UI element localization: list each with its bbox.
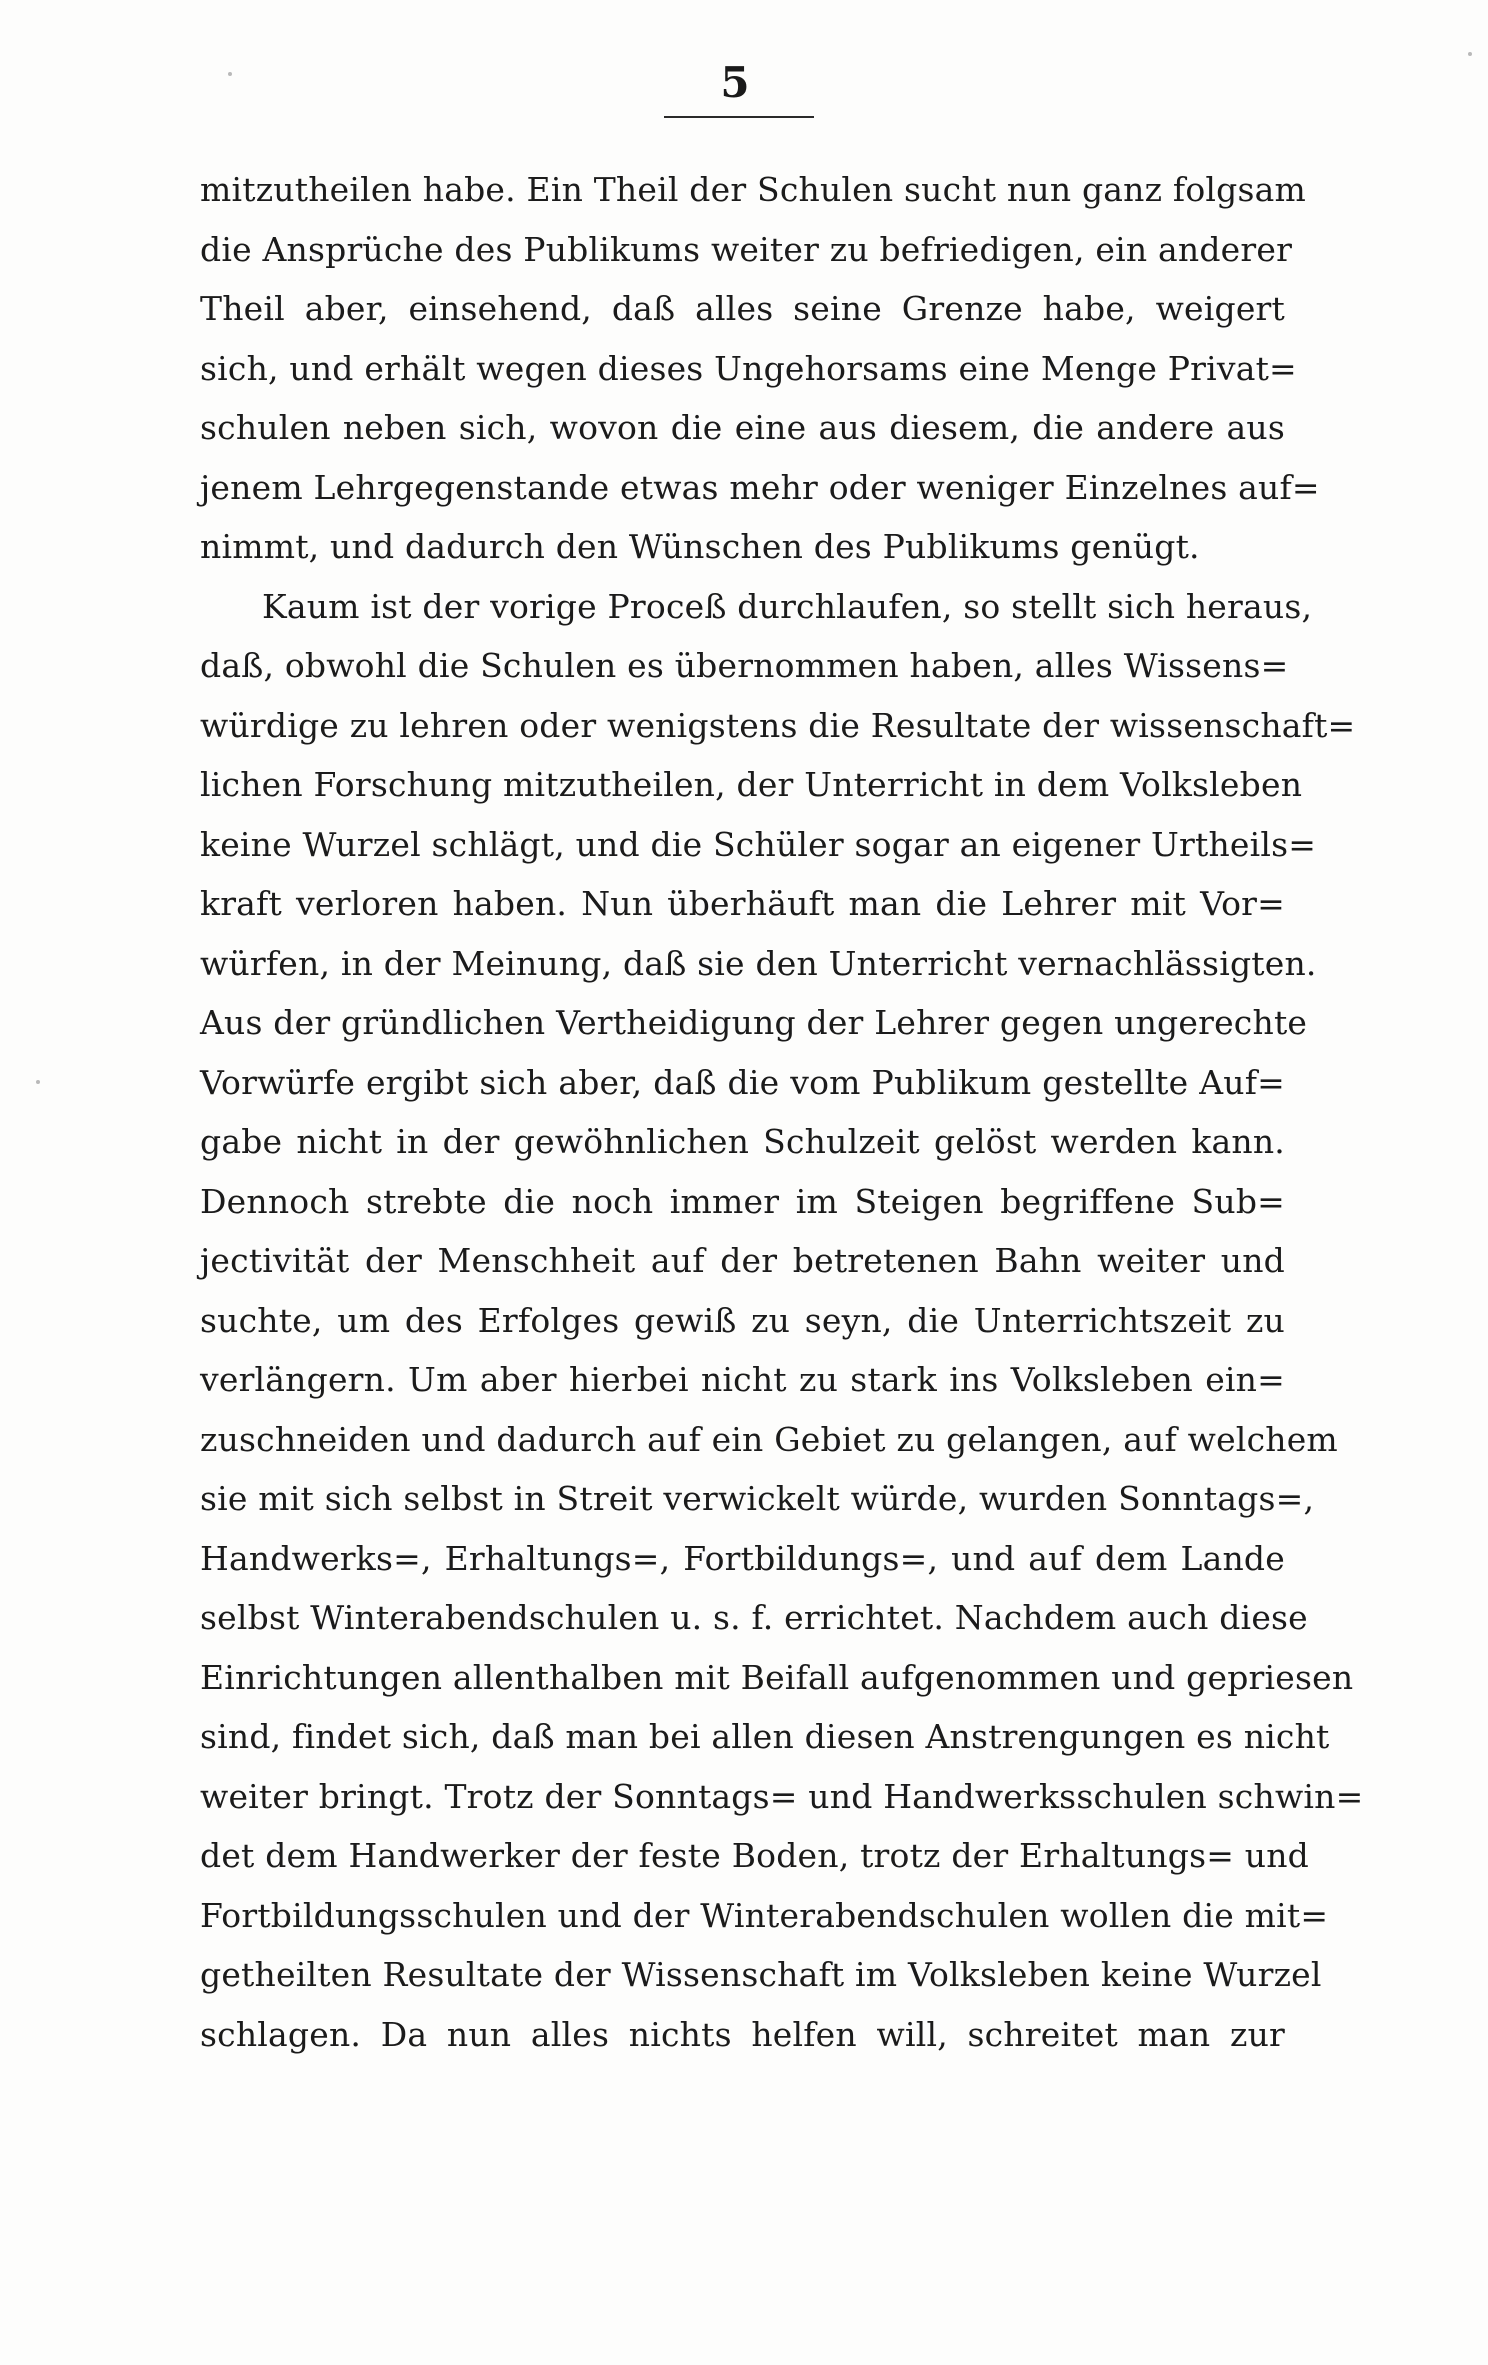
text-line: Aus der gründlichen Vertheidigung der Lehrer gegen ungerechte (200, 1003, 1308, 1042)
text-line: Einrichtungen allenthalben mit Beifall aufgenommen und gepriesen (200, 1657, 1354, 1697)
text-line: gabe nicht in der gewöhnlichen Schulzeit gelöst werden kann. (200, 1122, 1285, 1161)
body-text (200, 160, 1364, 2064)
paper-speck (1468, 52, 1472, 56)
text-line: Handwerks=, Erhaltungs=, Fortbildungs=, und auf dem Lande (200, 1538, 1285, 1578)
text-line: würfen, in der Meinung, daß sie den Unterricht vernachlässigten. (200, 943, 1317, 983)
text-line: zuschneiden und dadurch auf ein Gebiet zu gelangen, auf welchem (200, 1419, 1338, 1459)
text-line: suchte, um des Erfolges gewiß zu seyn, die Unterrichtszeit zu (200, 1300, 1285, 1340)
text-line: jectivität der Menschheit auf der betretenen Bahn weiter und (200, 1241, 1285, 1280)
text-line: sich, und erhält wegen dieses Ungehorsams eine Menge Privat= (200, 348, 1297, 388)
text-line: Dennoch strebte die noch immer im Steigen begriffene Sub= (200, 1181, 1285, 1221)
paper-speck (36, 1080, 40, 1084)
text-line: mitzutheilen habe. Ein Theil der Schulen sucht nun ganz folgsam (200, 170, 1306, 209)
text-line: keine Wurzel schlägt, und die Schüler sogar an eigener Urtheils= (200, 824, 1317, 864)
text-line: lichen Forschung mitzutheilen, der Unterricht in dem Volksleben (200, 765, 1303, 804)
text-line: jenem Lehrgegenstande etwas mehr oder weniger Einzelnes auf= (200, 467, 1320, 507)
paper-speck (228, 72, 232, 76)
text-line: daß, obwohl die Schulen es übernommen haben, alles Wissens= (200, 646, 1289, 685)
page-number: 5 (720, 58, 750, 107)
text-line: selbst Winterabendschulen u. s. f. errichtet. Nachdem auch diese (200, 1598, 1308, 1637)
text-line: sind, findet sich, daß man bei allen diesen Anstrengungen es nicht (200, 1717, 1330, 1756)
text-line: schulen neben sich, wovon die eine aus diesem, die andere aus (200, 408, 1285, 447)
text-line: det dem Handwerker der feste Boden, trotz der Erhaltungs= und (200, 1836, 1309, 1875)
text-line: getheilten Resultate der Wissenschaft im Volksleben keine Wurzel (200, 1955, 1322, 1994)
text-line: schlagen. Da nun alles nichts helfen will, schreitet man zur (200, 2014, 1285, 2054)
text-line: weiter bringt. Trotz der Sonntags= und Handwerksschulen schwin= (200, 1776, 1364, 1816)
text-line: Vorwürfe ergibt sich aber, daß die vom Publikum gestellte Auf= (200, 1062, 1285, 1102)
text-line: die Ansprüche des Publikums weiter zu befriedigen, ein anderer (200, 229, 1293, 269)
text-line: Kaum ist der vorige Proceß durchlaufen, so stellt sich heraus, (262, 586, 1313, 626)
text-line: kraft verloren haben. Nun überhäuft man die Lehrer mit Vor= (200, 884, 1285, 923)
text-line: Theil aber, einsehend, daß alles seine Grenze habe, weigert (200, 289, 1285, 328)
header-rule (664, 116, 814, 118)
text-line: nimmt, und dadurch den Wünschen des Publikums genügt. (200, 527, 1200, 566)
text-line: Fortbildungsschulen und der Winterabendschulen wollen die mit= (200, 1895, 1329, 1935)
text-line: sie mit sich selbst in Streit verwickelt würde, wurden Sonntags=, (200, 1479, 1315, 1518)
text-line: würdige zu lehren oder wenigstens die Resultate der wissenschaft= (200, 705, 1356, 745)
text-line: verlängern. Um aber hierbei nicht zu stark ins Volksleben ein= (200, 1360, 1285, 1399)
